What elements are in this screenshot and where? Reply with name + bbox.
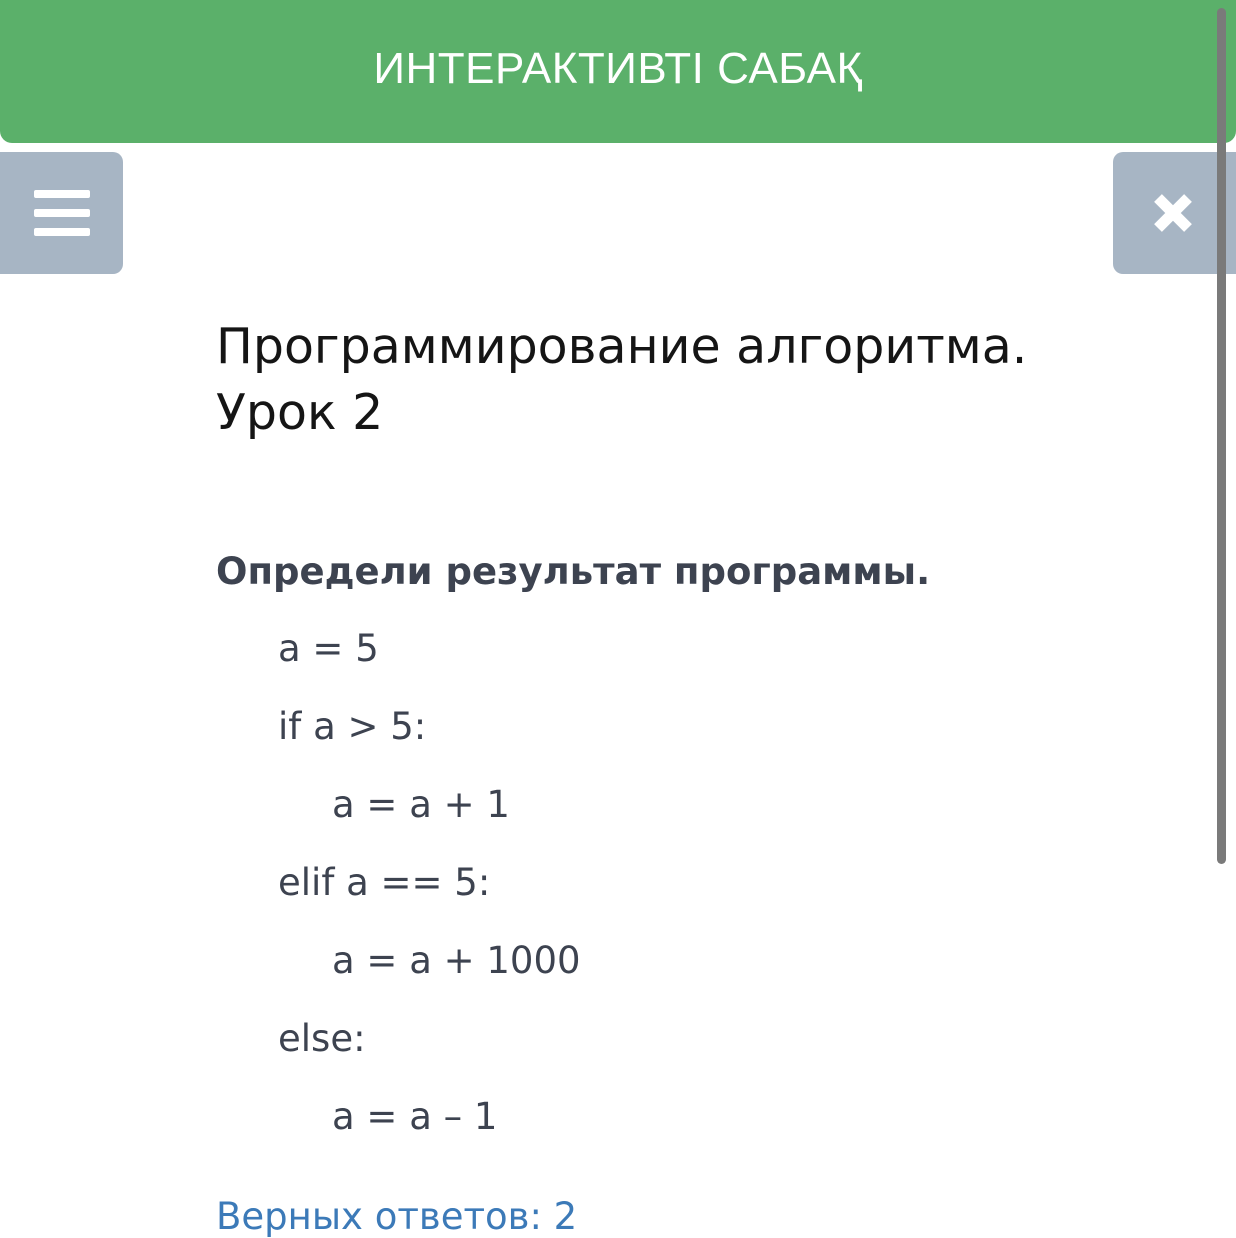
code-line: a = 5 <box>278 627 379 670</box>
lesson-title <box>216 314 1176 446</box>
code-line: a = a + 1000 <box>332 939 581 982</box>
code-line: else: <box>278 1017 366 1060</box>
code-line: a = a – 1 <box>332 1095 498 1138</box>
lesson-title-line2: Урок 2 <box>216 384 384 441</box>
correct-answers-count: Верных ответов: 2 <box>216 1195 578 1238</box>
app-header <box>0 0 1236 143</box>
hamburger-menu-icon <box>34 190 90 236</box>
scrollbar[interactable] <box>1217 8 1226 864</box>
lesson-title-line1: Программирование алгоритма. <box>216 318 1028 375</box>
code-line: elif a == 5: <box>278 861 491 904</box>
code-line: a = a + 1 <box>332 783 510 826</box>
close-x-icon <box>1149 189 1197 237</box>
menu-button[interactable] <box>0 152 123 274</box>
question-prompt: Определи результат программы. <box>216 550 931 593</box>
code-line: if a > 5: <box>278 705 427 748</box>
header-title: ИНТЕРАКТИВТІ САБАҚ <box>373 43 863 93</box>
